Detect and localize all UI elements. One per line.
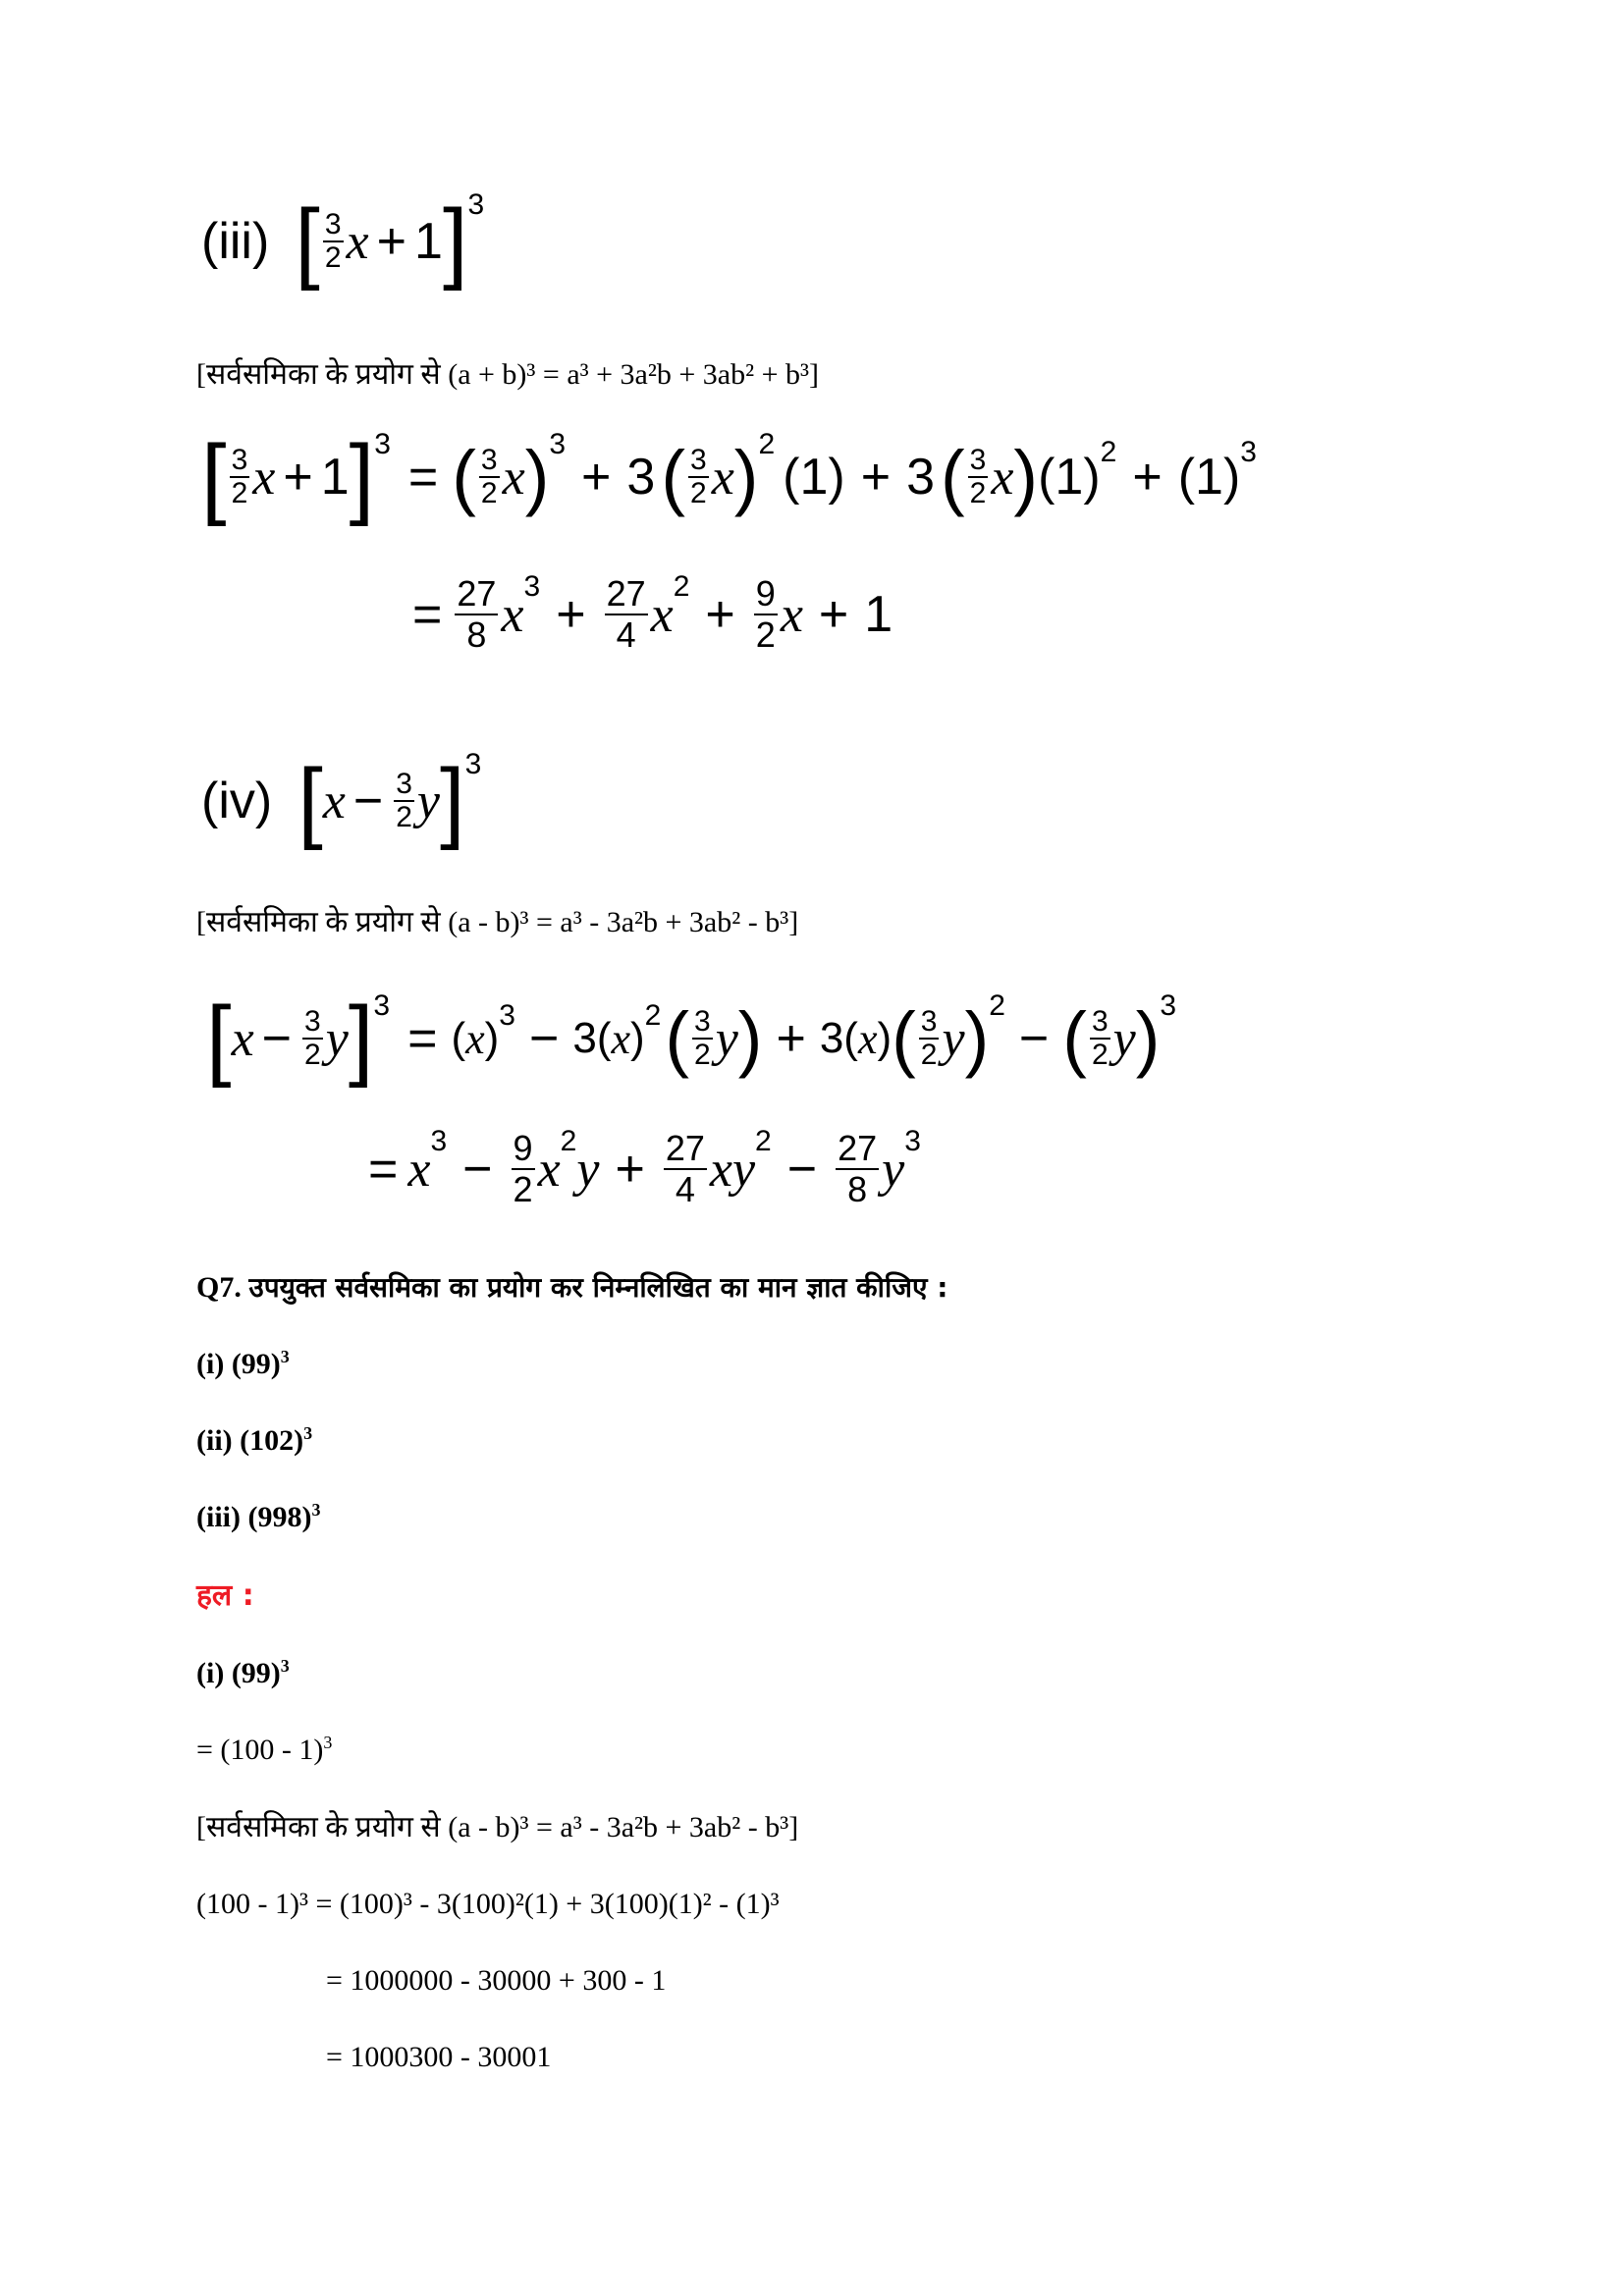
solution-expansion: (100 - 1)³ = (100)³ - 3(100)²(1) + 3(100)(1)² - (1)³ [196,1888,780,1920]
question-7 [196,1268,947,1308]
part-iv-result: = x 3 − $\frac{9}{2}$ x 2 y + $\frac{27}{4}$ xy 2 − $\frac{27}{8}$ y 3 [368,1125,921,1209]
identity-difference-cube-text: [सर्वसमिका के प्रयोग से (a - b)³ = a³ - 3a²b + 3ab² - b³] [196,906,799,938]
question-7-number: Q7. [196,1271,242,1304]
part-iii-result: = $\frac{27}{8}$ x 3 + $\frac{27}{4}$ x 2 + $\frac{9}{2}$ x + 1 [412,570,893,655]
solution-label: हल : [196,1578,254,1613]
solution-step-3: = 1000300 - 30001 [326,2041,552,2073]
part-iii-label: (iii) [201,213,270,270]
identity-sum-cube [196,355,819,395]
question-7-text: उपयुक्त सर्वसमिका का प्रयोग कर निम्नलिखित का मान ज्ञात कीजिए : [248,1271,948,1304]
question-7-item-1: (i) $(99)^3$ [196,1347,290,1380]
part-iii-heading: (iii) [ $\frac{3}{2}$ x + 1 ] 3 [201,188,485,292]
part-iii-expansion: [ $\frac{3}{2}$ x + 1 ] 3 = ( $\frac{3}{2}$ x ) 3 + 3 ( $\frac{3}{2}$ x ) 2 (1) + 3 ( $\frac{3}{2}$ x ) (1) 2 + (1) 3 [201,427,1257,527]
part-iv-heading: (iv) [ x − $\frac{3}{2}$ y ] 3 [201,748,482,851]
part-iv-expansion: [ x − $\frac{3}{2}$ y ] 3 = ( x ) 3 − 3( x ) 2 ( $\frac{3}{2}$ y ) + 3( x ) ( $\frac{3}{2}$ y ) 2 − ( $\frac{3}{2}$ y ) 3 [206,988,1177,1089]
identity-difference-cube [196,903,798,942]
solution-step-1: = (100 - 1)$^3$ [196,1733,333,1766]
identity-sum-cube-text: [सर्वसमिका के प्रयोग से (a + b)³ = a³ + 3a²b + 3ab² + b³] [196,358,819,391]
question-7-item-3: (iii) $(998)^3$ [196,1500,321,1533]
solution-step-2: = 1000000 - 30000 + 300 - 1 [326,1964,667,1997]
part-iv-label: (iv) [201,773,273,829]
question-7-item-2: (ii) $(102)^3$ [196,1423,313,1457]
solution-identity: [सर्वसमिका के प्रयोग से (a - b)³ = a³ - 3a²b + 3ab² - b³] [196,1811,799,1843]
solution-item-1: (i) $(99)^3$ [196,1656,290,1689]
